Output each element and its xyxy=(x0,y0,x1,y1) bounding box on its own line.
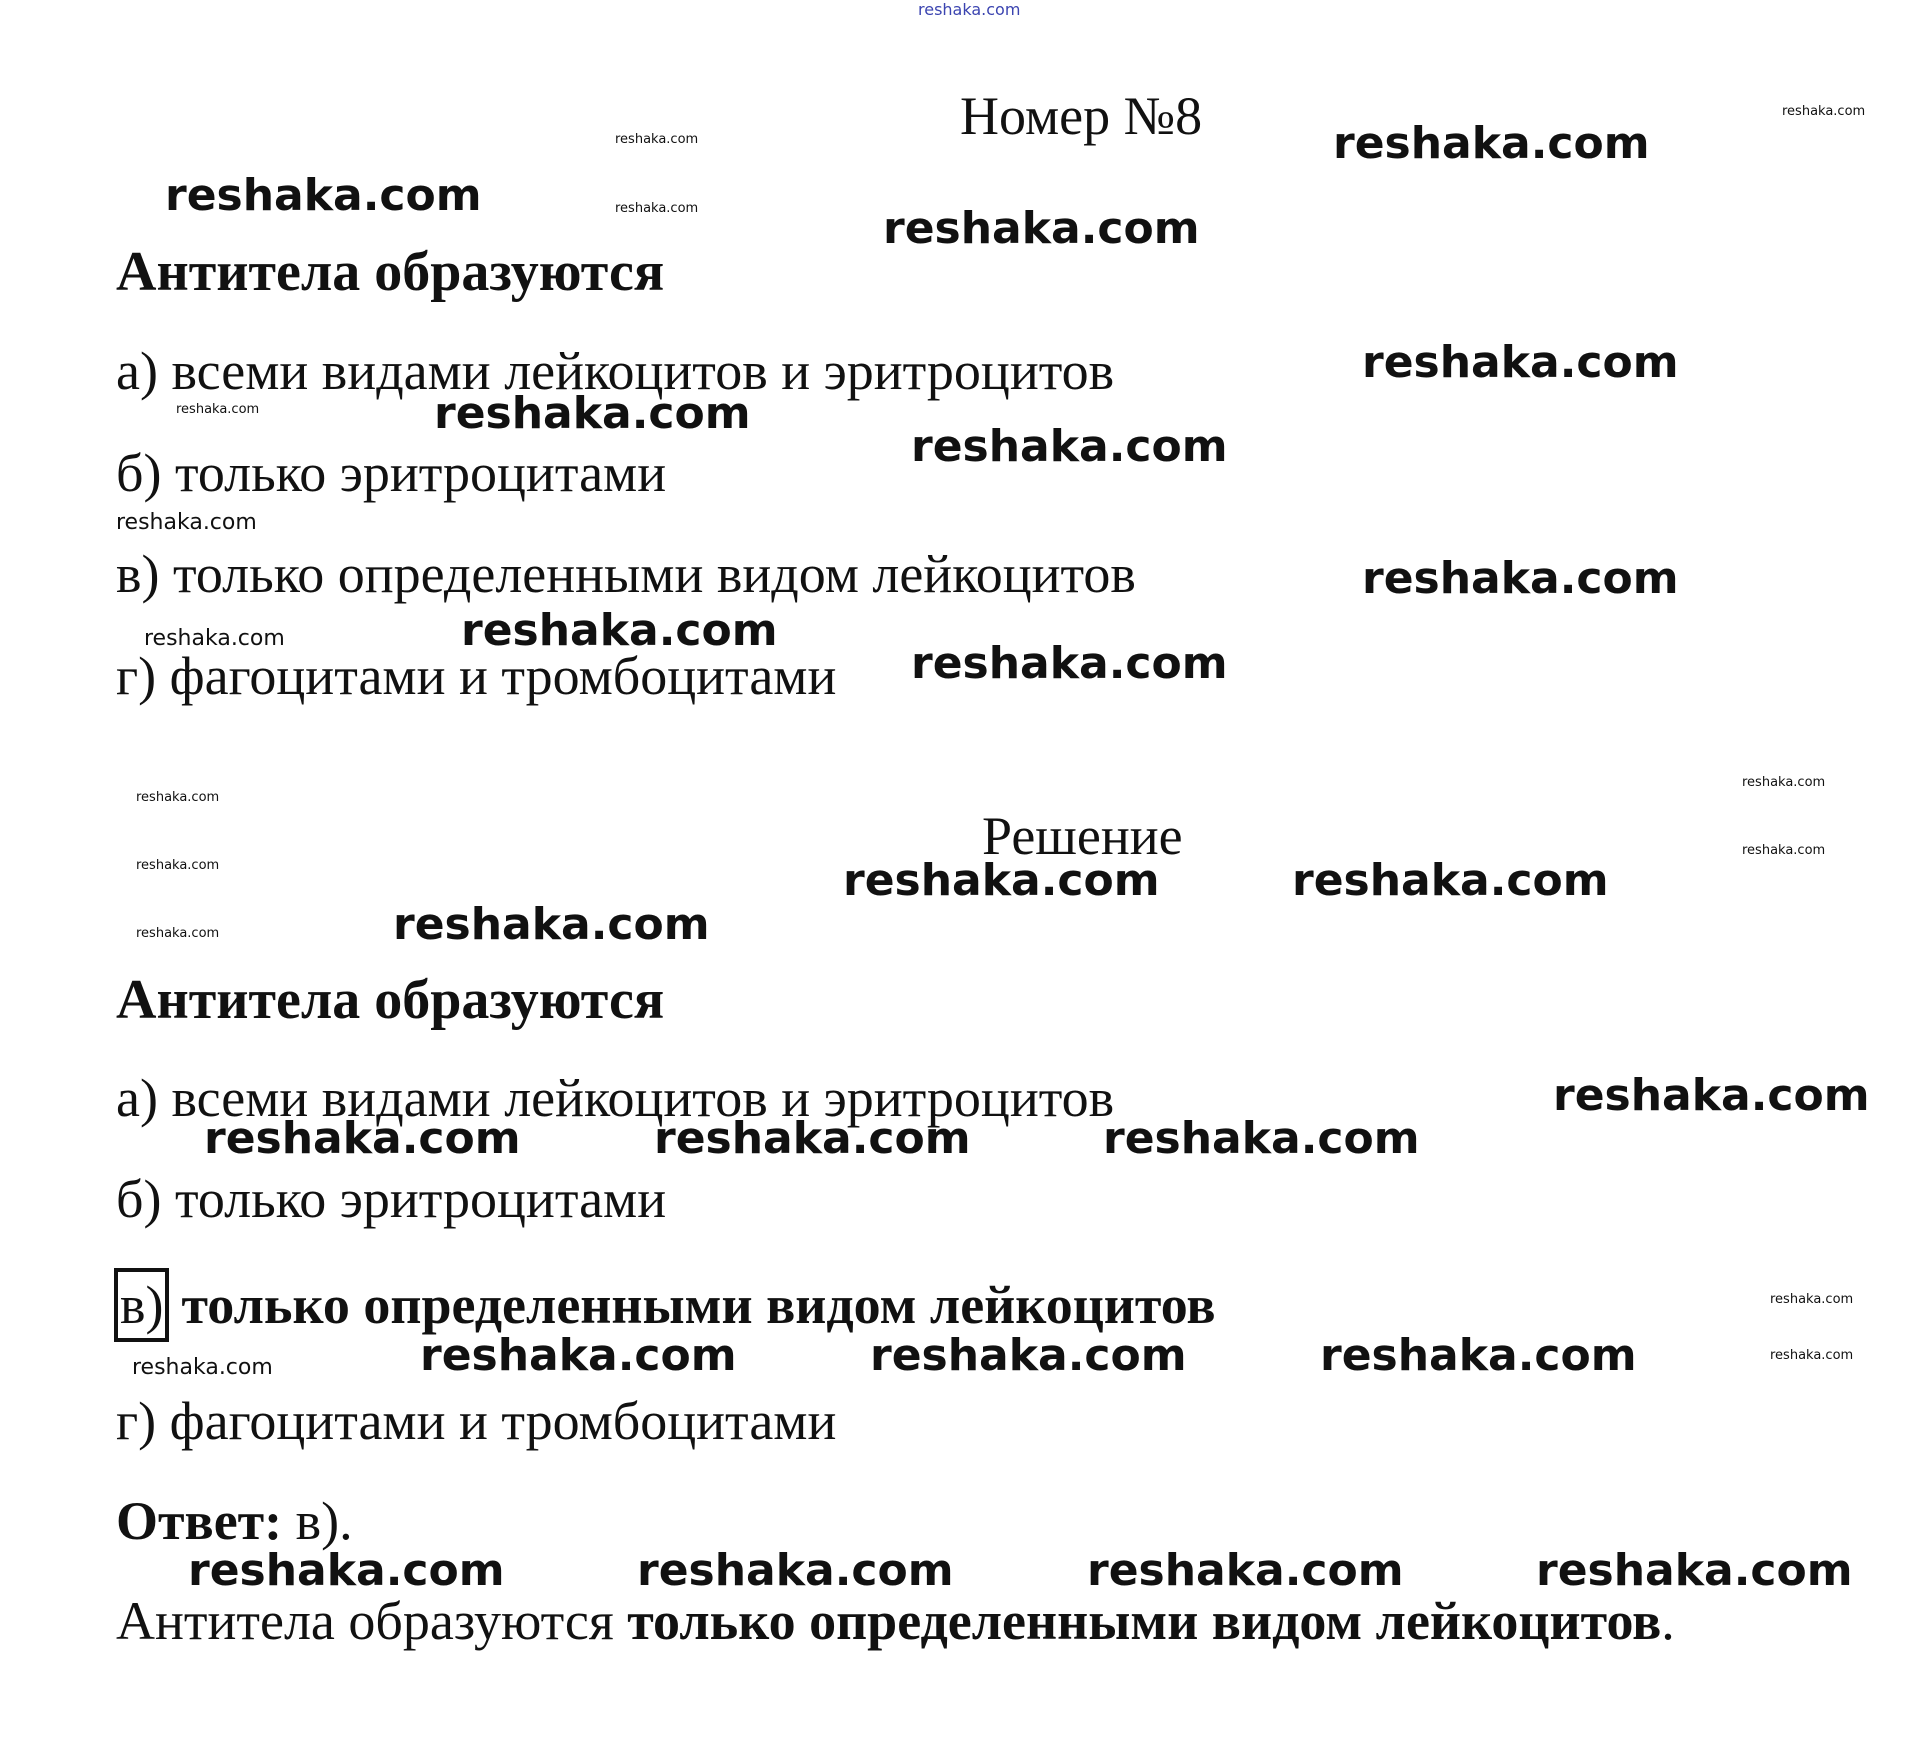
watermark: reshaka.com xyxy=(1292,855,1609,906)
watermark: reshaka.com xyxy=(1333,118,1650,169)
watermark: reshaka.com xyxy=(116,510,257,535)
question-option-c: в) только определенными видом лейкоцитов xyxy=(116,544,1136,604)
watermark: reshaka.com xyxy=(1103,1113,1420,1164)
solution-option-b: б) только эритроцитами xyxy=(116,1169,667,1229)
question-option-b: б) только эритроцитами xyxy=(116,443,667,503)
conclusion-bold: только определенными видом лейкоцитов xyxy=(627,1591,1662,1651)
page-title: Номер №8 xyxy=(960,86,1203,146)
watermark: reshaka.com xyxy=(434,388,751,439)
watermark: reshaka.com xyxy=(176,402,260,417)
solution-heading: Антитела образуются xyxy=(116,969,665,1031)
top-watermark-link: reshaka.com xyxy=(918,0,1021,19)
question-option-d: г) фагоцитами и тромбоцитами xyxy=(116,646,837,706)
watermark: reshaka.com xyxy=(1362,337,1679,388)
watermark: reshaka.com xyxy=(1742,775,1826,790)
watermark: reshaka.com xyxy=(461,605,778,656)
watermark: reshaka.com xyxy=(883,203,1200,254)
correct-answer-text: только определенными видом лейкоцитов xyxy=(181,1275,1216,1335)
watermark: reshaka.com xyxy=(911,638,1228,689)
watermark: reshaka.com xyxy=(911,421,1228,472)
watermark: reshaka.com xyxy=(1770,1348,1854,1363)
watermark: reshaka.com xyxy=(1770,1292,1854,1307)
answer-value: в). xyxy=(295,1491,353,1551)
question-heading: Антитела образуются xyxy=(116,241,665,303)
watermark: reshaka.com xyxy=(870,1330,1187,1381)
conclusion-suffix: . xyxy=(1661,1591,1675,1651)
watermark: reshaka.com xyxy=(1087,1545,1404,1596)
watermark: reshaka.com xyxy=(136,926,220,941)
watermark: reshaka.com xyxy=(615,132,699,147)
watermark: reshaka.com xyxy=(1320,1330,1637,1381)
watermark: reshaka.com xyxy=(654,1113,971,1164)
watermark: reshaka.com xyxy=(393,899,710,950)
solution-option-d: г) фагоцитами и тромбоцитами xyxy=(116,1391,837,1451)
watermark: reshaka.com xyxy=(136,790,220,805)
solution-option-a: а) всеми видами лейкоцитов и эритроцитов xyxy=(116,1068,1115,1128)
answer-line xyxy=(116,1490,353,1552)
watermark: reshaka.com xyxy=(136,858,220,873)
watermark: reshaka.com xyxy=(420,1330,737,1381)
watermark: reshaka.com xyxy=(637,1545,954,1596)
watermark: reshaka.com xyxy=(1742,843,1826,858)
answer-label: Ответ: xyxy=(116,1491,283,1551)
watermark: reshaka.com xyxy=(843,855,1160,906)
conclusion-prefix: Антитела образуются xyxy=(116,1591,614,1651)
watermark: reshaka.com xyxy=(132,1355,273,1380)
watermark: reshaka.com xyxy=(144,626,285,651)
watermark: reshaka.com xyxy=(165,170,482,221)
watermark: reshaka.com xyxy=(1536,1545,1853,1596)
watermark: reshaka.com xyxy=(1782,104,1866,119)
watermark: reshaka.com xyxy=(204,1113,521,1164)
watermark: reshaka.com xyxy=(1553,1070,1870,1121)
correct-answer-box: в) xyxy=(114,1268,169,1342)
watermark: reshaka.com xyxy=(188,1545,505,1596)
watermark: reshaka.com xyxy=(615,201,699,216)
watermark: reshaka.com xyxy=(1362,553,1679,604)
question-option-a: а) всеми видами лейкоцитов и эритроцитов xyxy=(116,341,1115,401)
conclusion-line xyxy=(116,1590,1675,1652)
solution-title: Решение xyxy=(982,806,1183,866)
